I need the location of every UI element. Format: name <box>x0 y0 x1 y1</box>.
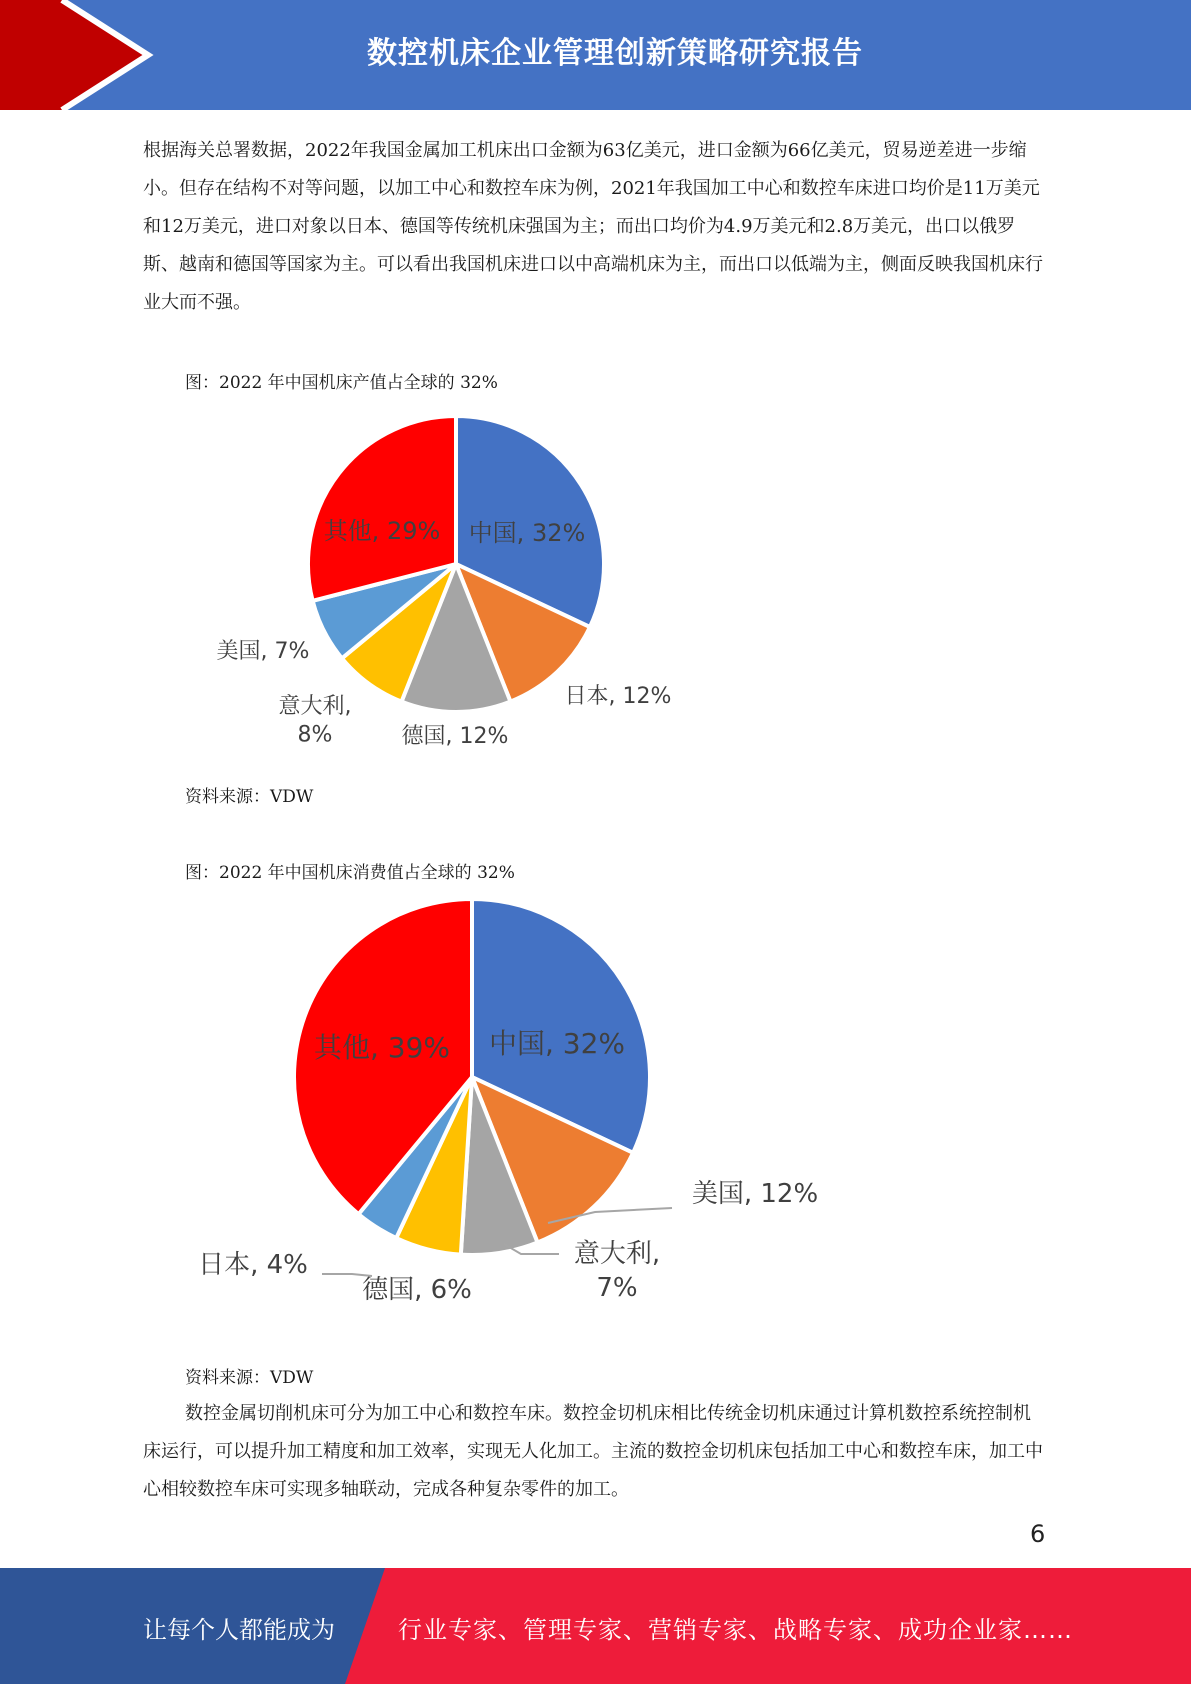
figure2-source: 资料来源：VDW <box>185 1368 314 1388</box>
pie-data-label-2: 德国, 12% <box>401 724 509 749</box>
pie-data-label-2: 意大利, 7% <box>573 1239 661 1303</box>
document-title: 数控机床企业管理创新策略研究报告 <box>367 36 863 71</box>
page-footer <box>0 1568 1191 1684</box>
pie-data-label-4: 美国, 7% <box>216 639 310 664</box>
pie-data-label-3: 德国, 6% <box>362 1275 472 1305</box>
header-arrow-decoration <box>0 0 160 110</box>
intro-paragraph: 根据海关总署数据，2022年我国金属加工机床出口金额为63亿美元，进口金额为66亿美元，贸易逆差进一步缩小。但存在结构不对等问题，以加工中心和数控车床为例，2021年我国加工中心和数控车床进口均价是11万美元和12万美元，进口对象以日本、德国等传统机床强国为主；而出口均价为4.9万美元和2.8万美元，出口以俄罗斯、越南和德国等国家为主。可以看出我国机床进口以中高端机床为主，而出口以低端为主，侧面反映我国机床行业大而不强。 <box>143 140 1043 313</box>
pie-data-label-5: 其他, 39% <box>313 1031 451 1064</box>
footer-slogan-right: 行业专家、管理专家、营销专家、战略专家、成功企业家…… <box>398 1616 1073 1644</box>
page-number: 6 <box>1030 1520 1046 1548</box>
pie-chart-consumption-share <box>185 890 885 1310</box>
pie-data-label-0: 中国, 32% <box>468 519 586 547</box>
pie-leader-line-4 <box>322 1274 372 1276</box>
footer-slogan-left: 让每个人都能成为 <box>143 1616 335 1644</box>
pie-data-label-1: 美国, 12% <box>691 1179 819 1209</box>
page-header <box>0 0 1191 110</box>
closing-paragraph: 数控金属切削机床可分为加工中心和数控车床。数控金切机床相比传统金切机床通过计算机数控系统控制机床运行，可以提升加工精度和加工效率，实现无人化加工。主流的数控金切机床包括加工中心和数控车床，加工中心相较数控车床可实现多轴联动，完成各种复杂零件的加工。 <box>143 1403 1043 1500</box>
pie-data-label-4: 日本, 4% <box>198 1250 308 1280</box>
pie-data-label-5: 其他, 29% <box>323 517 441 545</box>
figure1-source: 资料来源：VDW <box>185 787 314 807</box>
pie-data-label-0: 中国, 32% <box>488 1027 626 1060</box>
pie-chart-production-share <box>185 400 785 760</box>
figure1-caption: 图：2022 年中国机床产值占全球的 32% <box>185 373 498 393</box>
figure2-caption: 图：2022 年中国机床消费值占全球的 32% <box>185 863 515 883</box>
pie-data-label-1: 日本, 12% <box>564 684 672 709</box>
pie-data-label-3: 意大利, 8% <box>278 694 352 748</box>
